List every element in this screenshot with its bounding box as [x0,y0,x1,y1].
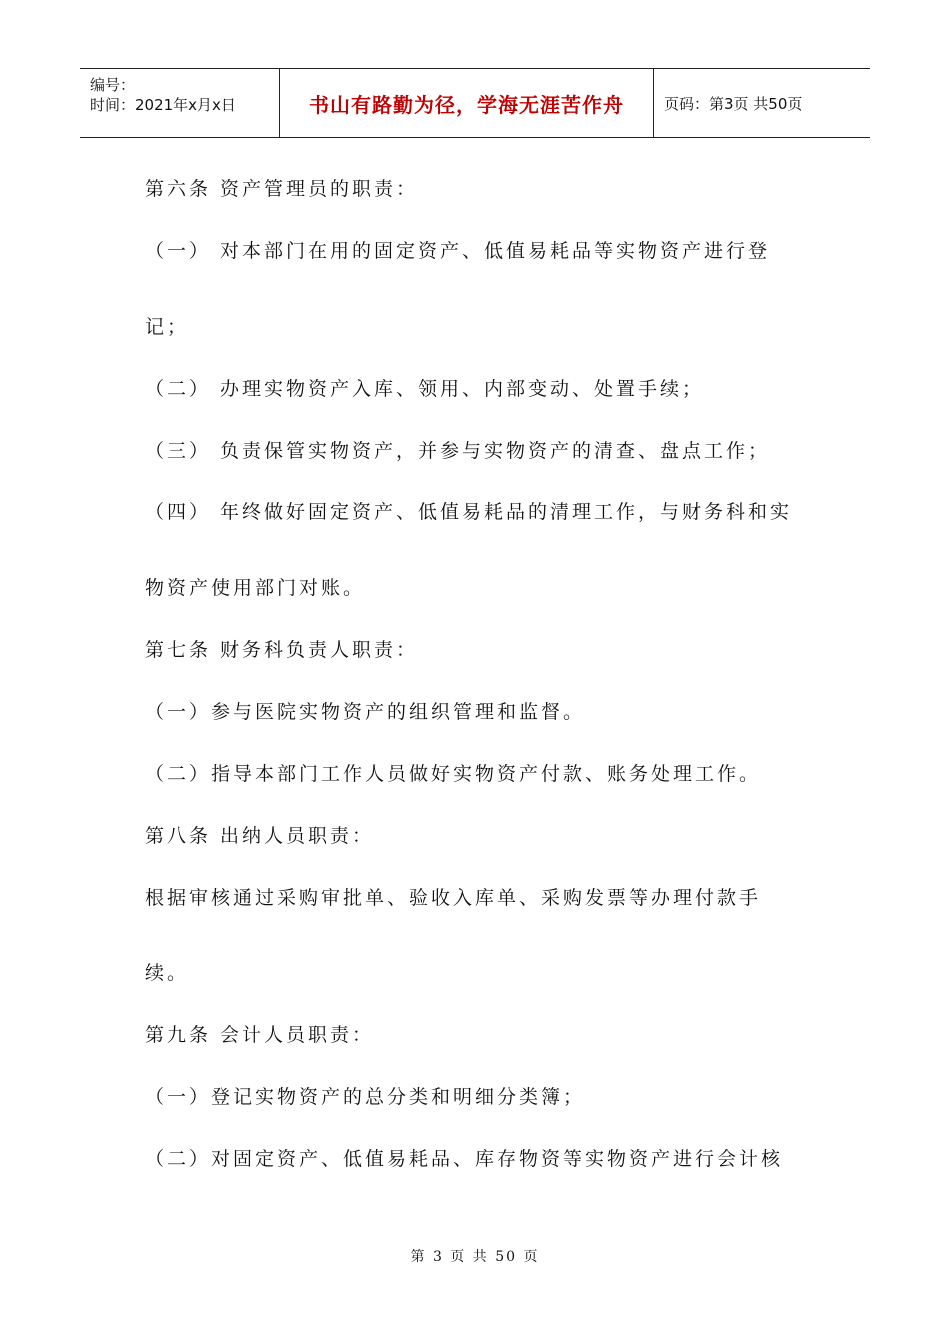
number-label: 编号： [90,76,136,94]
header-page-label: 页码：第3页 共50页 [664,94,803,113]
body-line: （二）对固定资产、低值易耗品、库存物资等实物资产进行会计核 [145,1148,784,1170]
body-line: （一）参与医院实物资产的组织管理和监督。 [145,701,586,723]
page-footer: 第 3 页 共 50 页 [410,1249,540,1265]
article-8-heading: 第八条 出纳人员职责： [145,825,375,847]
body-line: （一） 对本部门在用的固定资产、低值易耗品等实物资产进行登 [145,240,771,262]
header-meta [80,69,280,137]
body-line: （二）指导本部门工作人员做好实物资产付款、账务处理工作。 [145,763,762,785]
body-line: 续。 [145,962,190,984]
article-7-heading: 第七条 财务科负责人职责： [145,639,419,661]
date-label: 时间：2021年x月x日 [90,96,236,114]
header-motto: 书山有路勤为径，学海无涯苦作舟 [280,69,654,137]
article-9-heading: 第九条 会计人员职责： [145,1024,375,1046]
body-line: （一）登记实物资产的总分类和明细分类簿； [145,1086,586,1108]
document-header [80,68,870,138]
article-6-heading: 第六条 资产管理员的职责： [145,178,419,200]
body-line: （四） 年终做好固定资产、低值易耗品的清理工作，与财务科和实 [145,501,793,523]
body-line: 根据审核通过采购审批单、验收入库单、采购发票等办理付款手 [145,887,762,909]
body-line: 记； [145,316,190,338]
body-line: （二） 办理实物资产入库、领用、内部变动、处置手续； [145,378,705,400]
body-line: （三） 负责保管实物资产，并参与实物资产的清查、盘点工作； [145,440,771,462]
body-line: 物资产使用部门对账。 [145,577,366,599]
